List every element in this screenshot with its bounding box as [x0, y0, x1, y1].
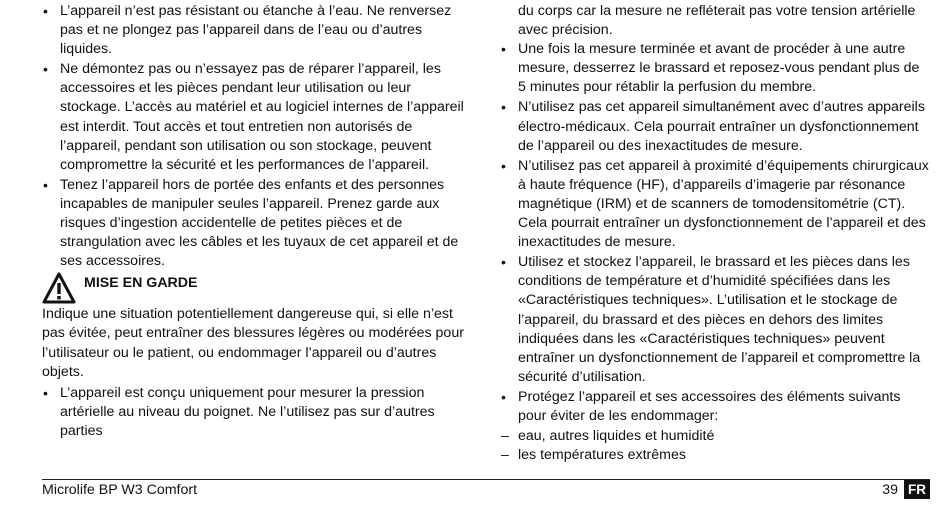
bullet-list-right — [500, 40, 930, 426]
list-item: • L’appareil est conçu uniquement pour mesurer la pression artérielle au niveau du poignet. Ne l’utilisez pas sur d’autres parties — [42, 384, 470, 441]
list-item: • Utilisez et stockez l’appareil, le brassard et les pièces dans les conditions de température et d’humidité spécifiées dans les «Caractéristiques techniques». L’utilisation et le stockage de l’appareil, du brassard et des pièces en dehors des limites indiquées dans les «Caractéristiques techniques» peuvent entraîner un dysfonctionnement de l’appareil et compromettre la sécurité d’utilisation. — [500, 253, 930, 387]
continued-text: du corps car la mesure ne refléterait pas votre tension artérielle avec précision. — [518, 3, 916, 39]
footer-divider — [42, 479, 930, 480]
bullet-list-bottom — [42, 384, 470, 441]
list-item: • Ne démontez pas ou n’essayez pas de réparer l’appareil, les accessoires et les pièces pendant leur utilisation ou leur stockage. L’accès au matériel et au logiciel internes de l’appareil est interdit. Tout accès et tout entretien non autorisés de l’appareil, pendant son utilisation ou son stockage, peuvent compromettre la sécurité et les performances de l’appareil. — [42, 60, 470, 175]
page-number: 39 — [882, 481, 898, 498]
left-column — [42, 2, 470, 442]
list-item: • N’utilisez pas cet appareil simultanément avec d’autres appareils électro-médicaux. Cela pourrait entraîner un dysfonctionnement de l’appareil ou des inexactitudes de mesure. — [500, 98, 930, 155]
list-item: • Protégez l’appareil et ses accessoires des éléments suivants pour éviter de les endommager: — [500, 388, 930, 426]
right-column — [500, 2, 930, 465]
dash-list — [500, 427, 930, 465]
dash-item: – eau, autres liquides et humidité — [500, 427, 930, 446]
warning-description: Indique une situation potentiellement dangereuse qui, si elle n’est pas évitée, peut entraîner des blessures légères ou modérées pour l’utilisateur ou le patient, ou endommager l’appareil ou d’autres objets. — [42, 306, 464, 380]
dash-item: – les températures extrêmes — [500, 446, 930, 465]
warning-heading — [42, 272, 470, 304]
footer-page-info — [882, 480, 930, 499]
list-item: • N’utilisez pas cet appareil à proximité d’équipements chirurgicaux à haute fréquence (HF), d’appareils d’imagerie par résonance magnétique (IRM) et de scanners de tomodensitométrie (CT). Cela pourrait entraîner un dysfonctionnement de l’appareil et des inexactitudes de mesure. — [500, 157, 930, 252]
language-badge: FR — [904, 480, 930, 499]
list-item: • Une fois la mesure terminée et avant de procéder à une autre mesure, desserrez le brassard et reposez-vous pendant plus de 5 minutes pour rétablir la perfusion du membre. — [500, 40, 930, 97]
warning-title: MISE EN GARDE — [84, 275, 198, 292]
bullet-list-top — [42, 2, 470, 271]
warning-triangle-icon — [42, 272, 76, 304]
footer-product-name: Microlife BP W3 Comfort — [42, 482, 198, 498]
list-item: • Tenez l’appareil hors de portée des enfants et des personnes incapables de manipuler seules l’appareil. Prenez garde aux risques d’ingestion accidentelle de petites pièces et de strangulation avec les câbles et les tuyaux de cet appareil et de ses accessoires. — [42, 176, 470, 271]
list-item: • L’appareil n’est pas résistant ou étanche à l’eau. Ne renversez pas et ne plongez pas l’appareil dans de l’eau ou d’autres liquides. — [42, 2, 470, 59]
